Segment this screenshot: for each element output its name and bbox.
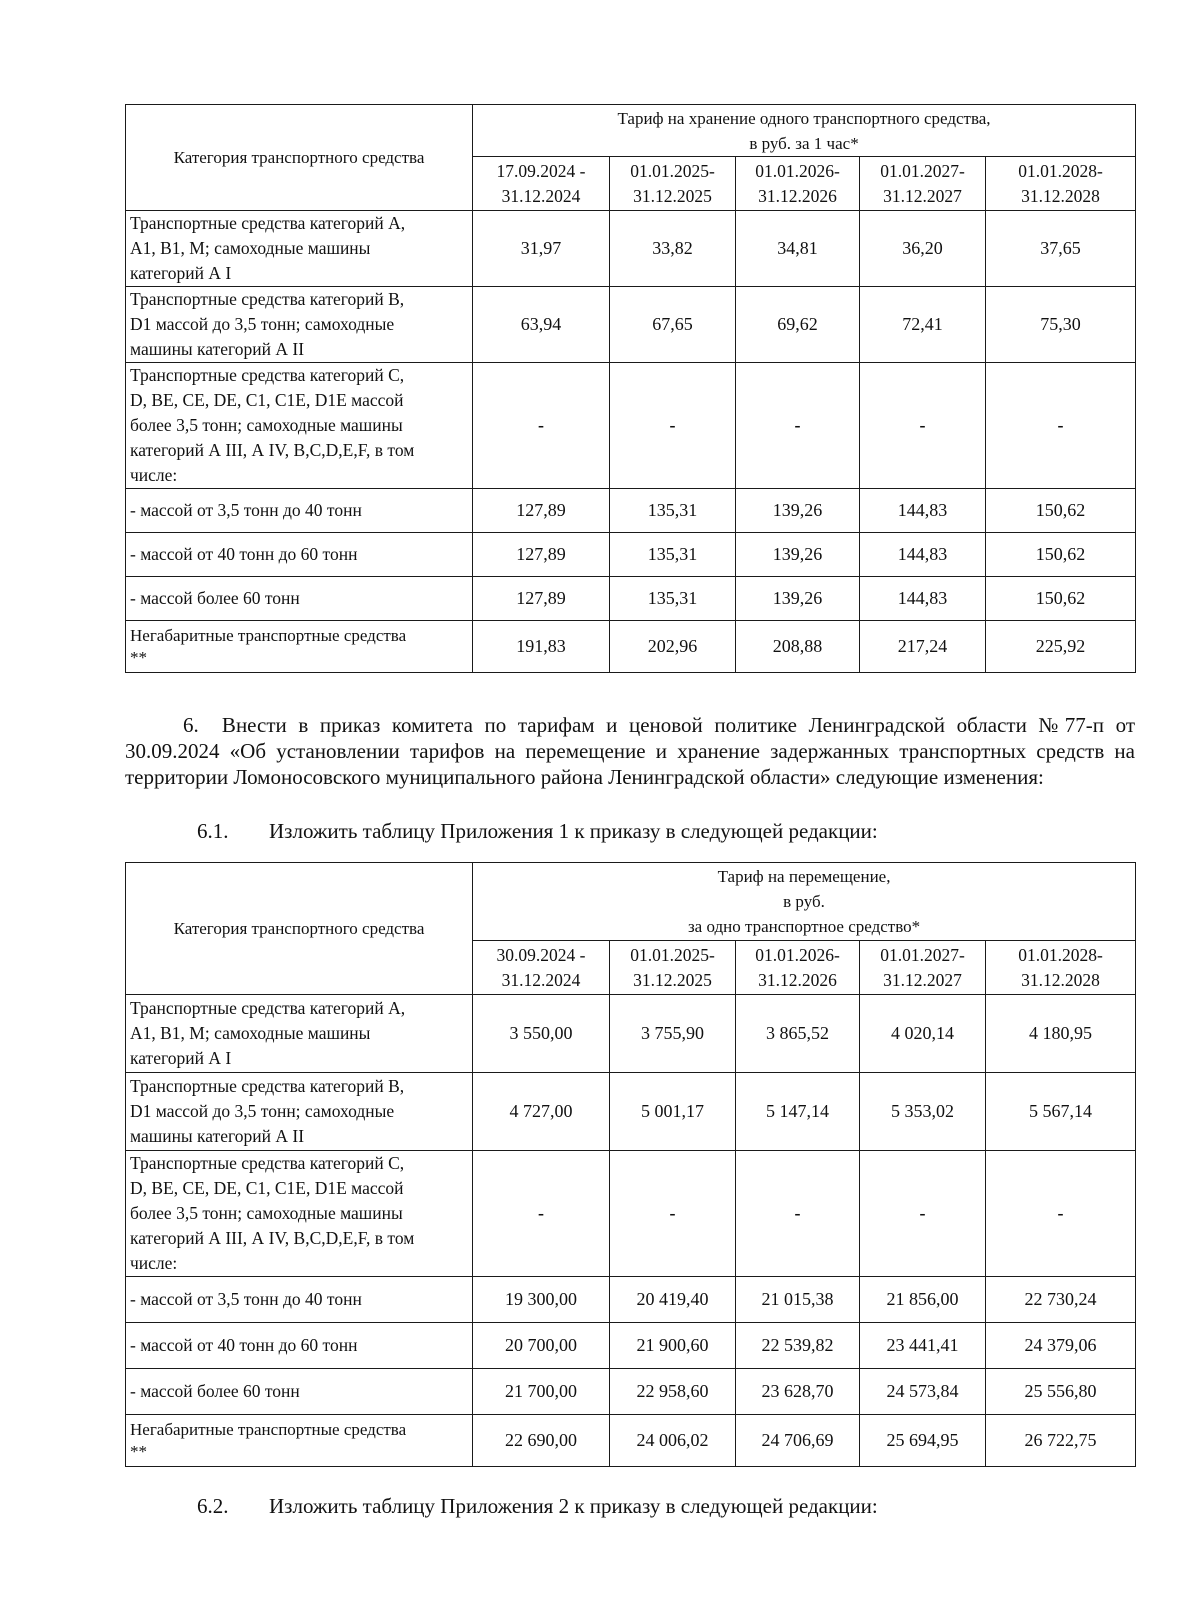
category-cell: - массой более 60 тонн [126,1369,473,1415]
value-cell: 22 958,60 [610,1369,736,1415]
value-cell: 127,89 [473,489,610,533]
value-cell: 67,65 [610,287,736,363]
value-cell: 24 573,84 [860,1369,986,1415]
category-column-header: Категория транспортного средства [126,863,473,995]
value-cell: 150,62 [986,489,1136,533]
value-cell: 139,26 [736,577,860,621]
paragraph-number: 6.1. [197,819,229,843]
value-cell: - [736,1151,860,1277]
value-cell: 150,62 [986,577,1136,621]
value-cell: 69,62 [736,287,860,363]
table-row [126,1073,1136,1151]
category-cell: Транспортные средства категорий А, А1, В1, М; самоходные машины категорий А I [126,995,473,1073]
value-cell: 24 006,02 [610,1415,736,1467]
category-cell: - массой от 40 тонн до 60 тонн [126,533,473,577]
value-cell: 24 379,06 [986,1323,1136,1369]
table-row [126,1277,1136,1323]
value-cell: 139,26 [736,489,860,533]
value-cell: - [860,1151,986,1277]
value-cell: 19 300,00 [473,1277,610,1323]
value-cell: 23 628,70 [736,1369,860,1415]
table-row [126,1415,1136,1467]
period-header: 17.09.2024 - 31.12.2024 [473,157,610,211]
period-header: 01.01.2026- 31.12.2026 [736,941,860,995]
value-cell: 22 730,24 [986,1277,1136,1323]
value-cell: 135,31 [610,489,736,533]
table-row [126,577,1136,621]
table-row [126,995,1136,1073]
category-cell: - массой от 40 тонн до 60 тонн [126,1323,473,1369]
value-cell: 225,92 [986,621,1136,673]
value-cell: 23 441,41 [860,1323,986,1369]
paragraph-6-1 [125,818,1135,844]
value-cell: 20 419,40 [610,1277,736,1323]
paragraph-text: Изложить таблицу Приложения 1 к приказу в следующей редакции: [269,819,878,843]
table-row [126,621,1136,673]
relocation-tariff-table [125,862,1136,1467]
value-cell: 4 180,95 [986,995,1136,1073]
table-row [126,363,1136,489]
value-cell: 5 353,02 [860,1073,986,1151]
value-cell: 127,89 [473,533,610,577]
value-cell: 135,31 [610,577,736,621]
value-cell: 26 722,75 [986,1415,1136,1467]
value-cell: 22 690,00 [473,1415,610,1467]
value-cell: 5 147,14 [736,1073,860,1151]
period-header: 01.01.2027- 31.12.2027 [860,941,986,995]
value-cell: 21 015,38 [736,1277,860,1323]
paragraph-number: 6.2. [197,1494,229,1518]
value-cell: 150,62 [986,533,1136,577]
storage-tariff-table [125,104,1136,673]
value-cell: - [860,363,986,489]
value-cell: 75,30 [986,287,1136,363]
category-cell: Негабаритные транспортные средства ** [126,1415,473,1467]
value-cell: 24 706,69 [736,1415,860,1467]
paragraph-text: Изложить таблицу Приложения 2 к приказу в следующей редакции: [269,1494,878,1518]
table-row [126,533,1136,577]
value-cell: 4 727,00 [473,1073,610,1151]
table-row [126,211,1136,287]
value-cell: 127,89 [473,577,610,621]
value-cell: 33,82 [610,211,736,287]
category-cell: Негабаритные транспортные средства ** [126,621,473,673]
period-header: 01.01.2026- 31.12.2026 [736,157,860,211]
value-cell: 3 865,52 [736,995,860,1073]
category-cell: Транспортные средства категорий С, D, BE, CE, DE, C1, C1E, D1E массой более 3,5 тонн; самоходные машины категорий А III, А IV, B,C,D,E,F, в том числе: [126,1151,473,1277]
value-cell: 4 020,14 [860,995,986,1073]
value-cell: 217,24 [860,621,986,673]
period-header: 01.01.2027- 31.12.2027 [860,157,986,211]
value-cell: - [986,363,1136,489]
period-header: 01.01.2028- 31.12.2028 [986,941,1136,995]
value-cell: - [610,1151,736,1277]
value-cell: 144,83 [860,489,986,533]
value-cell: 202,96 [610,621,736,673]
value-cell: 37,65 [986,211,1136,287]
value-cell: 34,81 [736,211,860,287]
table-row [126,1369,1136,1415]
table-row [126,1323,1136,1369]
value-cell: 31,97 [473,211,610,287]
value-cell: 144,83 [860,577,986,621]
value-cell: 25 556,80 [986,1369,1136,1415]
category-cell: - массой от 3,5 тонн до 40 тонн [126,1277,473,1323]
value-cell: 191,83 [473,621,610,673]
value-cell: 144,83 [860,533,986,577]
period-header: 01.01.2025- 31.12.2025 [610,157,736,211]
value-cell: - [736,363,860,489]
tariff-column-header: Тариф на перемещение, в руб. за одно транспортное средство* [473,863,1136,941]
value-cell: 5 567,14 [986,1073,1136,1151]
category-cell: Транспортные средства категорий В, D1 массой до 3,5 тонн; самоходные машины категорий А II [126,287,473,363]
paragraph-6-2 [125,1493,1135,1519]
value-cell: 36,20 [860,211,986,287]
period-header: 30.09.2024 - 31.12.2024 [473,941,610,995]
value-cell: 21 856,00 [860,1277,986,1323]
tariff-column-header: Тариф на хранение одного транспортного средства, в руб. за 1 час* [473,105,1136,157]
period-header: 01.01.2025- 31.12.2025 [610,941,736,995]
paragraph-6: 6. Внести в приказ комитета по тарифам и ценовой политике Ленинградской области №77-п от 30.09.2024 «Об установлении тарифов на перемещение и хранение задержанных транспортных средств на территории Ломоносовского муниципального района Ленинградской области» следующие изменения: [125,713,1135,789]
value-cell: 21 700,00 [473,1369,610,1415]
category-cell: Транспортные средства категорий В, D1 массой до 3,5 тонн; самоходные машины категорий А II [126,1073,473,1151]
category-column-header: Категория транспортного средства [126,105,473,211]
period-header: 01.01.2028- 31.12.2028 [986,157,1136,211]
table-row [126,1151,1136,1277]
value-cell: 139,26 [736,533,860,577]
value-cell: 21 900,60 [610,1323,736,1369]
category-cell: Транспортные средства категорий С, D, BE, CE, DE, C1, C1E, D1E массой более 3,5 тонн; самоходные машины категорий А III, А IV, B,C,D,E,F, в том числе: [126,363,473,489]
category-cell: - массой более 60 тонн [126,577,473,621]
value-cell: 25 694,95 [860,1415,986,1467]
value-cell: - [473,1151,610,1277]
value-cell: 20 700,00 [473,1323,610,1369]
category-cell: - массой от 3,5 тонн до 40 тонн [126,489,473,533]
value-cell: - [986,1151,1136,1277]
value-cell: 208,88 [736,621,860,673]
value-cell: - [610,363,736,489]
table-row [126,287,1136,363]
value-cell: - [473,363,610,489]
value-cell: 72,41 [860,287,986,363]
table-row [126,489,1136,533]
value-cell: 63,94 [473,287,610,363]
category-cell: Транспортные средства категорий А, А1, В1, М; самоходные машины категорий А I [126,211,473,287]
value-cell: 3 550,00 [473,995,610,1073]
value-cell: 135,31 [610,533,736,577]
value-cell: 22 539,82 [736,1323,860,1369]
value-cell: 3 755,90 [610,995,736,1073]
value-cell: 5 001,17 [610,1073,736,1151]
